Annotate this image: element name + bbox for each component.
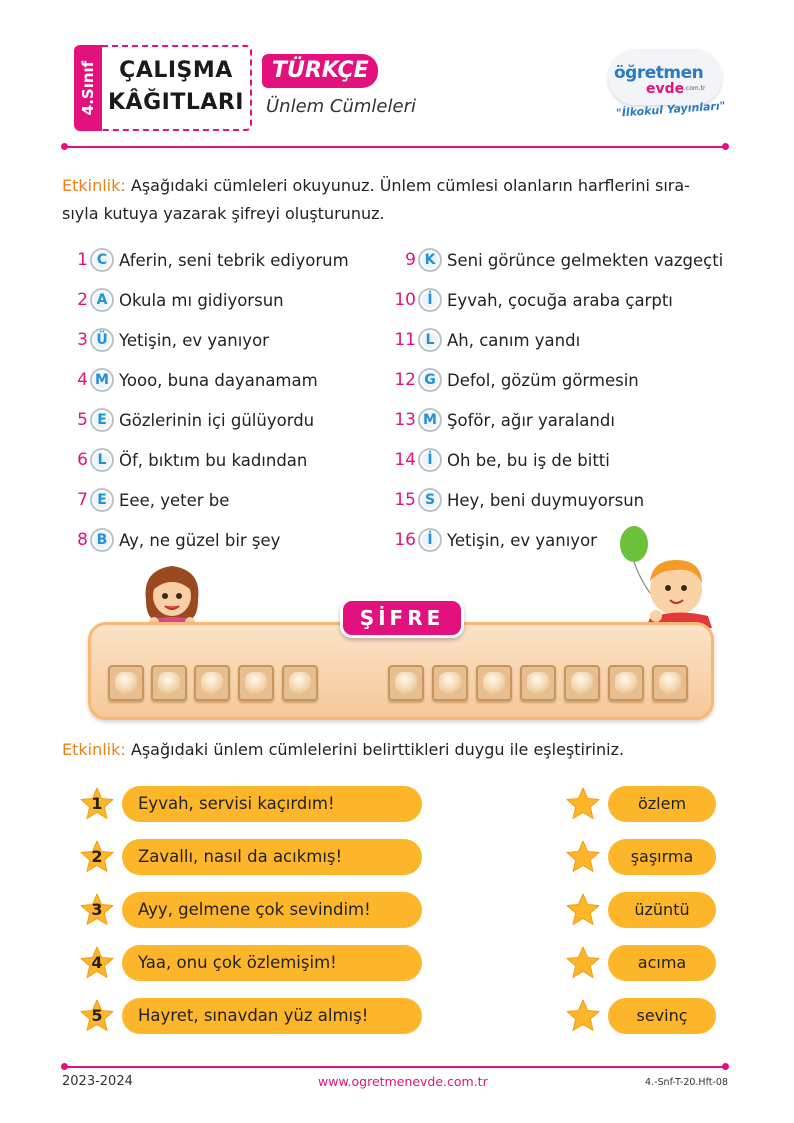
cipher-slot[interactable] [608, 665, 644, 701]
sentence-item [390, 487, 644, 513]
letter-badge: E [90, 408, 114, 432]
cipher-slot[interactable] [388, 665, 424, 701]
sentence-text: Defol, gözüm görmesin [447, 370, 639, 390]
cipher-slot[interactable] [194, 665, 230, 701]
match-number-star [80, 999, 114, 1033]
letter-badge: A [90, 288, 114, 312]
sentence-number: 7 [77, 490, 88, 510]
sentence-number: 2 [77, 290, 88, 310]
sentence-item [62, 247, 349, 273]
answer-star[interactable] [566, 840, 600, 874]
exclamation-sentence[interactable]: Yaa, onu çok özlemişim! [122, 945, 422, 981]
sentence-text: Hey, beni duymuyorsun [447, 490, 645, 510]
sentence-number: 4 [77, 370, 88, 390]
activity2-label: Etkinlik: [62, 740, 126, 759]
sentence-item [390, 247, 723, 273]
answer-star[interactable] [566, 787, 600, 821]
cipher-slot[interactable] [476, 665, 512, 701]
match-number: 4 [91, 953, 103, 972]
girl-illustration-icon [140, 560, 204, 626]
star-icon [566, 893, 600, 927]
cipher-slot[interactable] [282, 665, 318, 701]
activity1-line2: sıyla kutuya yazarak şifreyi oluşturunuz. [62, 204, 385, 223]
match-number-star [80, 946, 114, 980]
letter-badge: G [418, 368, 442, 392]
sentence-item [390, 287, 673, 313]
activity1-line1 [62, 172, 690, 200]
sentence-item [390, 447, 610, 473]
emotion-option[interactable]: acıma [608, 945, 716, 981]
sentence-number: 6 [77, 450, 88, 470]
footer-code: 4.-Snf-T-20.Hft-08 [645, 1077, 728, 1088]
sentence-text: Oh be, bu iş de bitti [447, 450, 610, 470]
sentence-number: 11 [394, 330, 416, 350]
match-number-star [80, 840, 114, 874]
grade-label: 4.Sınıf [79, 60, 97, 116]
activity1-text1: Aşağıdaki cümleleri okuyunuz. Ünlem cümlesi olanların harflerini sıra- [130, 176, 690, 195]
sentence-text: Ay, ne güzel bir şey [119, 530, 281, 550]
grade-tab [74, 45, 102, 131]
sentence-text: Seni görünce gelmekten vazgeçti [447, 250, 724, 270]
exclamation-sentence[interactable]: Eyvah, servisi kaçırdım! [122, 786, 422, 822]
sentence-number: 14 [394, 450, 416, 470]
subject-badge: TÜRKÇE [262, 54, 378, 88]
title-box [102, 45, 252, 131]
emotion-option[interactable]: sevinç [608, 998, 716, 1034]
sentence-item [62, 487, 229, 513]
emotion-option[interactable]: üzüntü [608, 892, 716, 928]
sentence-text: Eee, yeter be [119, 490, 230, 510]
answer-star[interactable] [566, 999, 600, 1033]
activity2-text: Aşağıdaki ünlem cümlelerini belirttikleri duygu ile eşleştiriniz. [130, 740, 625, 759]
letter-badge: C [90, 248, 114, 272]
letter-badge: E [90, 488, 114, 512]
sentence-number: 1 [77, 250, 88, 270]
sentence-text: Yooo, buna dayanamam [119, 370, 318, 390]
sentence-text: Öf, bıktım bu kadından [119, 450, 308, 470]
sentence-text: Okula mı gidiyorsun [119, 290, 284, 310]
footer-divider [64, 1066, 726, 1068]
sentence-text: Ah, canım yandı [447, 330, 581, 350]
activity2-line [62, 736, 624, 764]
sentence-text: Eyvah, çocuğa araba çarptı [447, 290, 673, 310]
header-divider [64, 146, 726, 148]
footer-year: 2023-2024 [62, 1074, 133, 1089]
letter-badge: K [418, 248, 442, 272]
sentence-number: 15 [394, 490, 416, 510]
letter-badge: M [418, 408, 442, 432]
logo-tagline: "İlkokul Yayınları" [615, 99, 726, 120]
sentence-number: 9 [405, 250, 416, 270]
match-number-star [80, 893, 114, 927]
sentence-item [390, 367, 639, 393]
letter-badge: L [418, 328, 442, 352]
exclamation-sentence[interactable]: Zavallı, nasıl da acıkmış! [122, 839, 422, 875]
sentence-number: 3 [77, 330, 88, 350]
sentence-number: 13 [394, 410, 416, 430]
sentence-item [62, 407, 314, 433]
sentence-number: 16 [394, 530, 416, 550]
sentence-item [62, 367, 318, 393]
emotion-option[interactable]: özlem [608, 786, 716, 822]
answer-star[interactable] [566, 946, 600, 980]
sentence-text: Aferin, seni tebrik ediyorum [119, 250, 349, 270]
letter-badge: İ [418, 448, 442, 472]
sentence-text: Yetişin, ev yanıyor [447, 530, 597, 550]
letter-badge: İ [418, 288, 442, 312]
logo-line1: öğretmen [614, 63, 704, 83]
sentence-text: Şoför, ağır yaralandı [447, 410, 615, 430]
cipher-slot[interactable] [520, 665, 556, 701]
star-icon [566, 840, 600, 874]
topic-title: Ünlem Cümleleri [266, 96, 416, 117]
sentence-item [62, 287, 284, 313]
letter-badge: İ [418, 528, 442, 552]
sentence-item [62, 527, 280, 553]
sentence-number: 10 [394, 290, 416, 310]
letter-badge: L [90, 448, 114, 472]
boy-balloon-illustration-icon [612, 524, 722, 628]
match-number-star [80, 787, 114, 821]
cipher-slot[interactable] [652, 665, 688, 701]
match-number: 2 [91, 847, 103, 866]
cipher-slot[interactable] [151, 665, 187, 701]
sentence-item [62, 327, 269, 353]
activity1-label: Etkinlik: [62, 176, 126, 195]
match-number: 5 [91, 1006, 103, 1025]
sentence-number: 12 [394, 370, 416, 390]
letter-badge: M [90, 368, 114, 392]
letter-badge: B [90, 528, 114, 552]
exclamation-sentence[interactable]: Ayy, gelmene çok sevindim! [122, 892, 422, 928]
letter-badge: S [418, 488, 442, 512]
publisher-logo [608, 45, 726, 125]
star-icon [566, 999, 600, 1033]
sentence-text: Yetişin, ev yanıyor [119, 330, 269, 350]
cipher-slot[interactable] [564, 665, 600, 701]
sentence-item [390, 527, 597, 553]
title-line1: ÇALIŞMA [119, 58, 233, 83]
letter-badge: Ü [90, 328, 114, 352]
footer-website[interactable]: www.ogretmenevde.com.tr [318, 1074, 488, 1089]
sentence-number: 5 [77, 410, 88, 430]
answer-star[interactable] [566, 893, 600, 927]
cipher-slot[interactable] [238, 665, 274, 701]
title-line2: KÂĞITLARI [108, 90, 244, 115]
sentence-number: 8 [77, 530, 88, 550]
match-number: 3 [91, 900, 103, 919]
cipher-slot[interactable] [108, 665, 144, 701]
sentence-item [390, 327, 580, 353]
cipher-slot[interactable] [432, 665, 468, 701]
emotion-option[interactable]: şaşırma [608, 839, 716, 875]
cipher-label: ŞİFRE [340, 598, 464, 638]
sentence-item [62, 447, 307, 473]
logo-line2: evde [646, 81, 685, 97]
match-number: 1 [91, 794, 103, 813]
logo-line3: .com.tr [684, 85, 706, 92]
star-icon [566, 946, 600, 980]
sentence-text: Gözlerinin içi gülüyordu [119, 410, 315, 430]
star-icon [566, 787, 600, 821]
exclamation-sentence[interactable]: Hayret, sınavdan yüz almış! [122, 998, 422, 1034]
sentence-item [390, 407, 615, 433]
